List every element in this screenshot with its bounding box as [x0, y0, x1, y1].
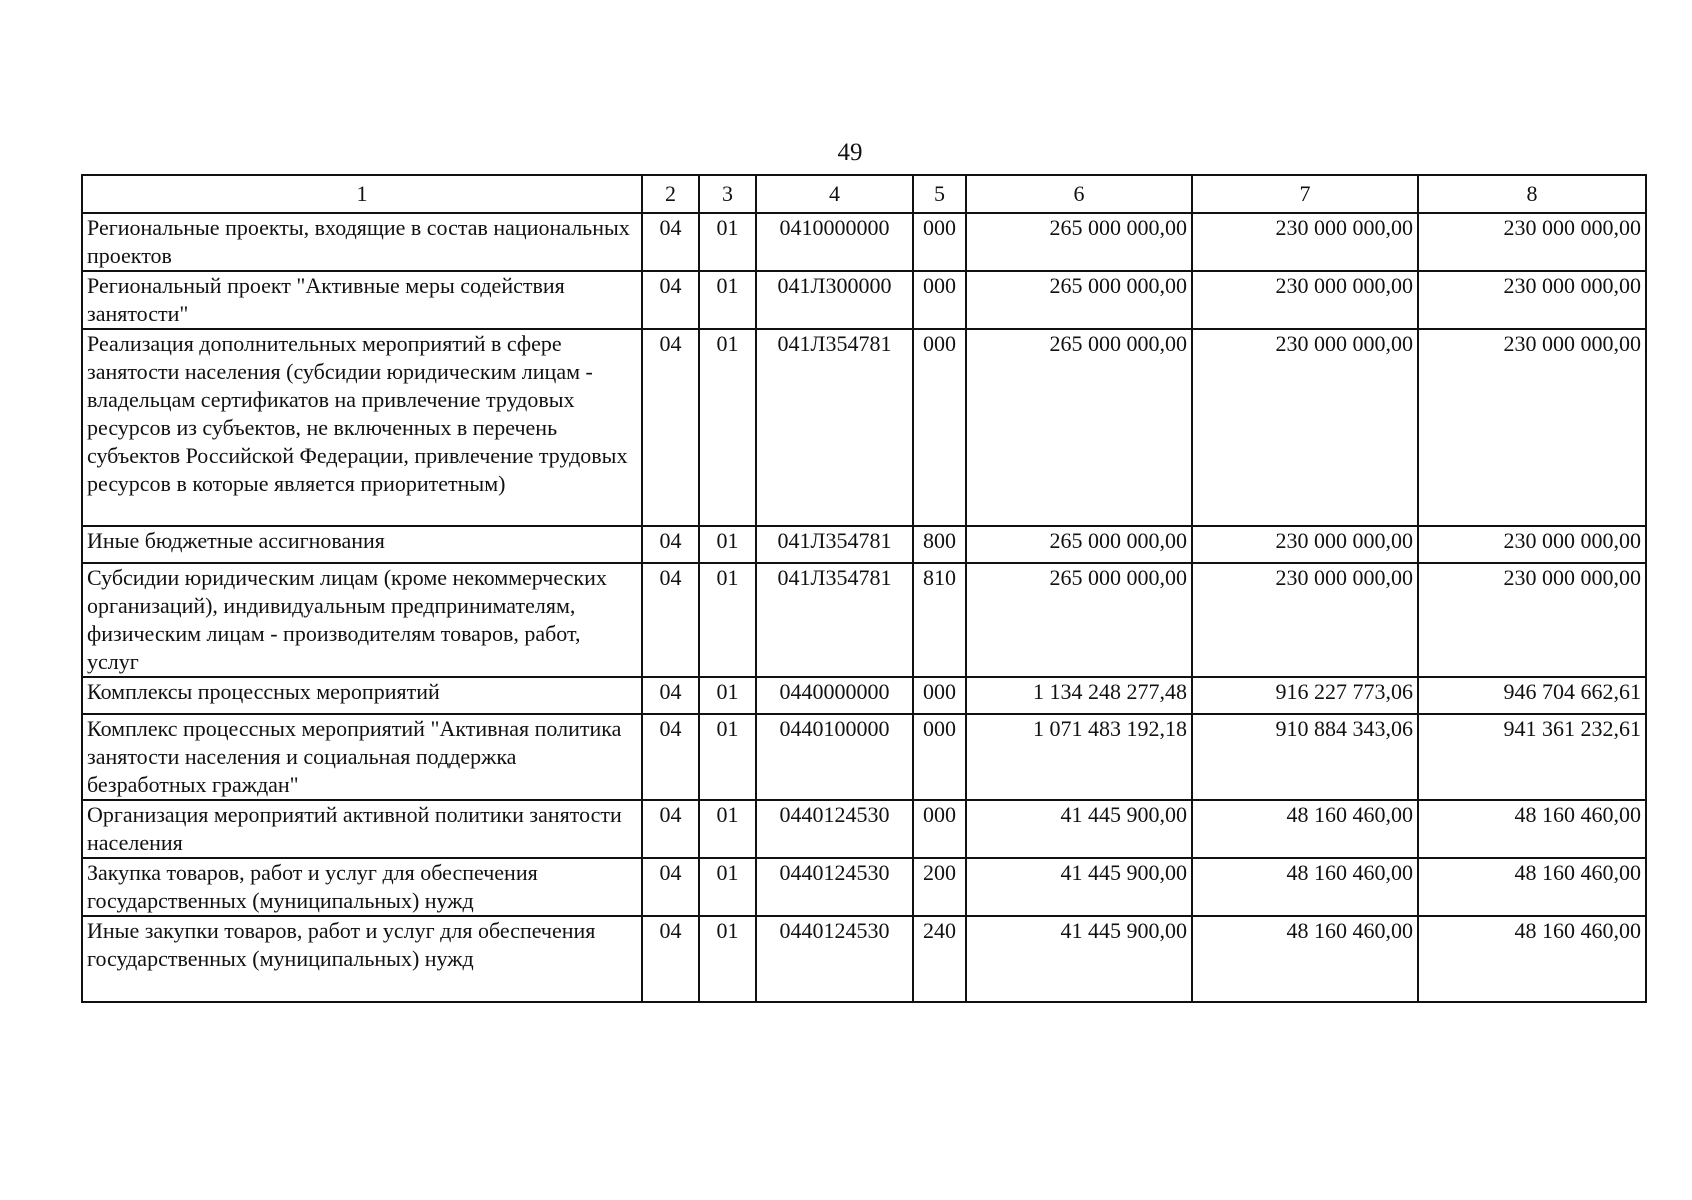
table-row	[82, 271, 1646, 329]
row-name: Региональные проекты, входящие в состав национальных проектов	[82, 213, 642, 271]
row-target-article: 0440124530	[756, 858, 913, 916]
row-subsection: 01	[699, 714, 756, 800]
row-target-article: 0440100000	[756, 714, 913, 800]
row-sum-col8: 230 000 000,00	[1418, 271, 1646, 329]
row-sum-col7: 230 000 000,00	[1192, 526, 1418, 563]
table-row	[82, 800, 1646, 858]
row-sum-col7: 230 000 000,00	[1192, 563, 1418, 677]
row-subsection: 01	[699, 858, 756, 916]
row-section: 04	[642, 714, 699, 800]
row-sum-col8: 946 704 662,61	[1418, 677, 1646, 714]
row-subsection: 01	[699, 563, 756, 677]
row-expense-type: 000	[913, 329, 966, 526]
row-sum-col8: 230 000 000,00	[1418, 213, 1646, 271]
table-row	[82, 714, 1646, 800]
row-sum-col6: 1 134 248 277,48	[966, 677, 1192, 714]
row-subsection: 01	[699, 213, 756, 271]
row-sum-col7: 48 160 460,00	[1192, 858, 1418, 916]
column-header-4: 4	[756, 175, 913, 213]
row-name: Комплекс процессных мероприятий "Активная политика занятости населения и социальная поддержка безработных граждан"	[82, 714, 642, 800]
column-header-2: 2	[642, 175, 699, 213]
row-name: Реализация дополнительных мероприятий в сфере занятости населения (субсидии юридическим лицам - владельцам сертификатов на привлечение трудовых ресурсов из субъектов, не включенных в перечень субъектов Российской Федерации, привлечение трудовых ресурсов в которые является приоритетным)	[82, 329, 642, 526]
row-sum-col6: 41 445 900,00	[966, 800, 1192, 858]
row-subsection: 01	[699, 526, 756, 563]
column-header-7: 7	[1192, 175, 1418, 213]
table-row	[82, 916, 1646, 1002]
row-target-article: 0410000000	[756, 213, 913, 271]
row-sum-col8: 941 361 232,61	[1418, 714, 1646, 800]
budget-table	[81, 174, 1647, 1003]
row-sum-col7: 230 000 000,00	[1192, 329, 1418, 526]
table-row	[82, 677, 1646, 714]
row-sum-col8: 48 160 460,00	[1418, 858, 1646, 916]
row-sum-col6: 265 000 000,00	[966, 526, 1192, 563]
row-sum-col8: 230 000 000,00	[1418, 563, 1646, 677]
page-number: 49	[837, 139, 863, 166]
row-target-article: 0440000000	[756, 677, 913, 714]
row-sum-col7: 230 000 000,00	[1192, 271, 1418, 329]
row-section: 04	[642, 271, 699, 329]
row-sum-col6: 41 445 900,00	[966, 916, 1192, 1002]
table-row	[82, 858, 1646, 916]
table-row	[82, 329, 1646, 526]
column-header-8: 8	[1418, 175, 1646, 213]
row-expense-type: 800	[913, 526, 966, 563]
row-sum-col6: 265 000 000,00	[966, 271, 1192, 329]
row-name: Региональный проект "Активные меры содействия занятости"	[82, 271, 642, 329]
row-subsection: 01	[699, 677, 756, 714]
row-sum-col7: 910 884 343,06	[1192, 714, 1418, 800]
row-sum-col6: 265 000 000,00	[966, 563, 1192, 677]
row-section: 04	[642, 916, 699, 1002]
row-name: Комплексы процессных мероприятий	[82, 677, 642, 714]
row-expense-type: 200	[913, 858, 966, 916]
row-name: Закупка товаров, работ и услуг для обеспечения государственных (муниципальных) нужд	[82, 858, 642, 916]
row-name: Организация мероприятий активной политики занятости населения	[82, 800, 642, 858]
row-target-article: 041Л300000	[756, 271, 913, 329]
row-section: 04	[642, 329, 699, 526]
row-section: 04	[642, 526, 699, 563]
row-subsection: 01	[699, 800, 756, 858]
row-sum-col8: 48 160 460,00	[1418, 916, 1646, 1002]
row-name: Иные закупки товаров, работ и услуг для обеспечения государственных (муниципальных) нужд	[82, 916, 642, 1002]
row-target-article: 041Л354781	[756, 329, 913, 526]
row-sum-col7: 48 160 460,00	[1192, 916, 1418, 1002]
row-expense-type: 000	[913, 213, 966, 271]
row-section: 04	[642, 858, 699, 916]
row-expense-type: 000	[913, 271, 966, 329]
row-sum-col7: 916 227 773,06	[1192, 677, 1418, 714]
row-sum-col8: 230 000 000,00	[1418, 329, 1646, 526]
row-sum-col6: 41 445 900,00	[966, 858, 1192, 916]
table-row	[82, 563, 1646, 677]
row-subsection: 01	[699, 329, 756, 526]
row-sum-col8: 48 160 460,00	[1418, 800, 1646, 858]
row-expense-type: 000	[913, 800, 966, 858]
row-section: 04	[642, 213, 699, 271]
row-section: 04	[642, 800, 699, 858]
row-target-article: 041Л354781	[756, 563, 913, 677]
column-header-3: 3	[699, 175, 756, 213]
row-name: Субсидии юридическим лицам (кроме некоммерческих организаций), индивидуальным предпринимателям, физическим лицам - производителям товаров, работ, услуг	[82, 563, 642, 677]
row-section: 04	[642, 563, 699, 677]
row-section: 04	[642, 677, 699, 714]
row-sum-col8: 230 000 000,00	[1418, 526, 1646, 563]
row-sum-col6: 265 000 000,00	[966, 213, 1192, 271]
row-target-article: 0440124530	[756, 800, 913, 858]
row-expense-type: 000	[913, 714, 966, 800]
column-header-6: 6	[966, 175, 1192, 213]
row-name: Иные бюджетные ассигнования	[82, 526, 642, 563]
row-target-article: 041Л354781	[756, 526, 913, 563]
header-row	[82, 175, 1646, 213]
table-row	[82, 213, 1646, 271]
row-expense-type: 240	[913, 916, 966, 1002]
row-expense-type: 810	[913, 563, 966, 677]
column-header-5: 5	[913, 175, 966, 213]
table-row	[82, 526, 1646, 563]
row-expense-type: 000	[913, 677, 966, 714]
row-target-article: 0440124530	[756, 916, 913, 1002]
row-sum-col7: 230 000 000,00	[1192, 213, 1418, 271]
row-sum-col7: 48 160 460,00	[1192, 800, 1418, 858]
row-sum-col6: 1 071 483 192,18	[966, 714, 1192, 800]
row-sum-col6: 265 000 000,00	[966, 329, 1192, 526]
row-subsection: 01	[699, 916, 756, 1002]
column-header-1: 1	[82, 175, 642, 213]
row-subsection: 01	[699, 271, 756, 329]
